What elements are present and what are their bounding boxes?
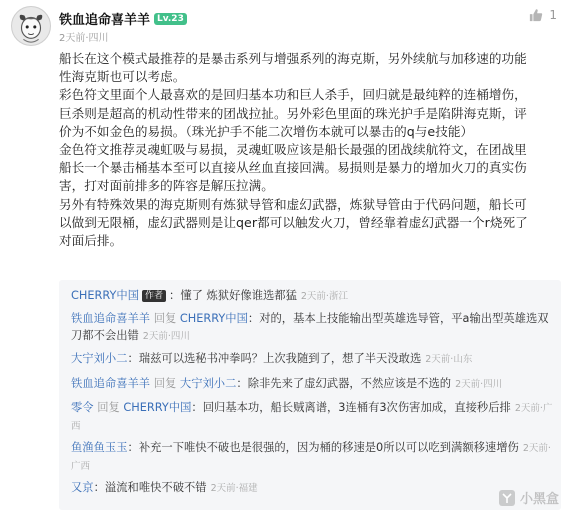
comment-meta: 2天前·四川 — [59, 33, 109, 44]
heybox-logo-icon — [498, 489, 516, 507]
author-name[interactable]: 铁血追命喜羊羊 — [59, 13, 151, 28]
comment-body — [59, 50, 561, 250]
comment-line: 性海克斯也可以考虑。 — [59, 69, 186, 85]
reply-colon: ： — [169, 289, 181, 302]
reply-item[interactable] — [71, 310, 555, 345]
reply-user[interactable]: 大宁刘小二 — [71, 352, 128, 365]
level-badge: Lv.23 — [154, 13, 187, 25]
reply-item[interactable] — [71, 439, 555, 475]
reply-time: 2天前·四川 — [142, 331, 190, 342]
reply-time: 2天前·浙江 — [300, 291, 348, 302]
reply-text: 除非先来了虚幻武器，不然应该是不选的 — [247, 377, 452, 390]
comment-line: 价为不如金色的易损。（珠光护手不能二次增伤本就可以暴击的q与e技能） — [59, 123, 474, 139]
reply-time: 2天前·福建 — [210, 483, 258, 494]
comment-line: 彩色符文里面个人最喜欢的是回归基本功和巨人杀手，回归就是最纯粹的连桶增伤， — [59, 87, 527, 103]
reply-text: 对的，基本上技能输出型英雄选导管，平a输出型英雄选双刀都不会出错 — [71, 312, 549, 342]
goat-avatar-icon — [12, 7, 50, 45]
avatar[interactable] — [11, 6, 51, 46]
reply-user[interactable]: 鱼渔鱼玉玉 — [71, 441, 128, 454]
reply-text: 回归基本功，船长贼离谱，3连桶有3次伤害加成，直接秒后排 — [202, 401, 511, 414]
author-tag-badge: 作者 — [142, 290, 166, 302]
watermark-text: 小黑盒 — [519, 492, 559, 507]
reply-user[interactable]: CHERRY中国 — [71, 289, 139, 302]
reply-user[interactable]: 零令 — [71, 401, 94, 414]
reply-text: 懂了 炼狱好像谁选都猛 — [180, 289, 297, 302]
reply-user[interactable]: 又京 — [71, 481, 94, 494]
thumbs-up-icon — [529, 8, 543, 22]
reply-target[interactable]: 大宁刘小二 — [179, 377, 237, 390]
comment-line: 以做到无限桶，虚幻武器则是让qer都可以触发火刀，曾经靠着虚幻武器一个r烧死了 — [59, 214, 528, 230]
reply-item[interactable] — [71, 479, 555, 497]
reply-verb: 回复 — [153, 312, 177, 325]
comment-line: 害，打对面前排多的阵容是解压拉满。 — [59, 178, 274, 194]
reply-text: 溢流和唯快不破不错 — [104, 481, 207, 494]
reply-list — [59, 280, 561, 510]
reply-colon: ： — [93, 481, 105, 494]
watermark — [498, 488, 559, 507]
reply-time: 2天前·广西 — [71, 403, 553, 432]
reply-target[interactable]: CHERRY中国 — [179, 312, 248, 325]
reply-colon: ： — [247, 312, 260, 325]
author-row — [59, 9, 187, 28]
reply-text: 瑞兹可以选秘书冲拳吗？上次我随到了，想了半天没敢选 — [138, 352, 422, 365]
comment-line: 另外有特殊效果的海克斯则有炼狱导管和虚幻武器，炼狱导管由于代码问题，船长可 — [59, 196, 527, 212]
reply-text: 补充一下唯快不破也是很强的，因为桶的移速是0所以可以吃到满额移速增伤 — [138, 441, 519, 454]
reply-user[interactable]: 铁血追命喜羊羊 — [71, 312, 151, 325]
reply-target[interactable]: CHERRY中国 — [123, 401, 192, 414]
like-button[interactable] — [529, 8, 557, 22]
reply-verb: 回复 — [153, 377, 177, 390]
reply-colon: ： — [191, 401, 203, 414]
comment-line: 对面后排。 — [59, 233, 123, 249]
comment-line: 巨杀则是超高的机动性带来的团战拉扯。另外彩色里面的珠光护手是陷阱海克斯，评 — [59, 105, 527, 121]
comment-line: 金色符文推荐灵魂虹吸与易损，灵魂虹吸应该是船长最强的团战续航符文，在团战里 — [59, 142, 527, 158]
reply-item[interactable] — [71, 350, 555, 368]
reply-colon: ： — [127, 441, 139, 454]
reply-item[interactable] — [71, 287, 555, 305]
reply-item[interactable] — [71, 399, 555, 435]
like-count: 1 — [549, 8, 557, 22]
reply-time: 2天前·山东 — [425, 354, 473, 365]
reply-colon: ： — [236, 377, 248, 390]
reply-verb: 回复 — [97, 401, 120, 414]
reply-user[interactable]: 铁血追命喜羊羊 — [71, 377, 151, 390]
reply-colon: ： — [127, 352, 139, 365]
comment-line: 船长一个暴击桶基本至可以直接从丝血直接回满。易损则是暴力的增加火刀的真实伤 — [59, 160, 527, 176]
reply-item[interactable] — [71, 375, 555, 393]
reply-time: 2天前·广西 — [71, 443, 551, 472]
reply-time: 2天前·四川 — [455, 379, 503, 390]
comment-line: 船长在这个模式最推荐的是暴击系列与增强系列的海克斯，另外续航与加移速的功能 — [59, 51, 527, 66]
